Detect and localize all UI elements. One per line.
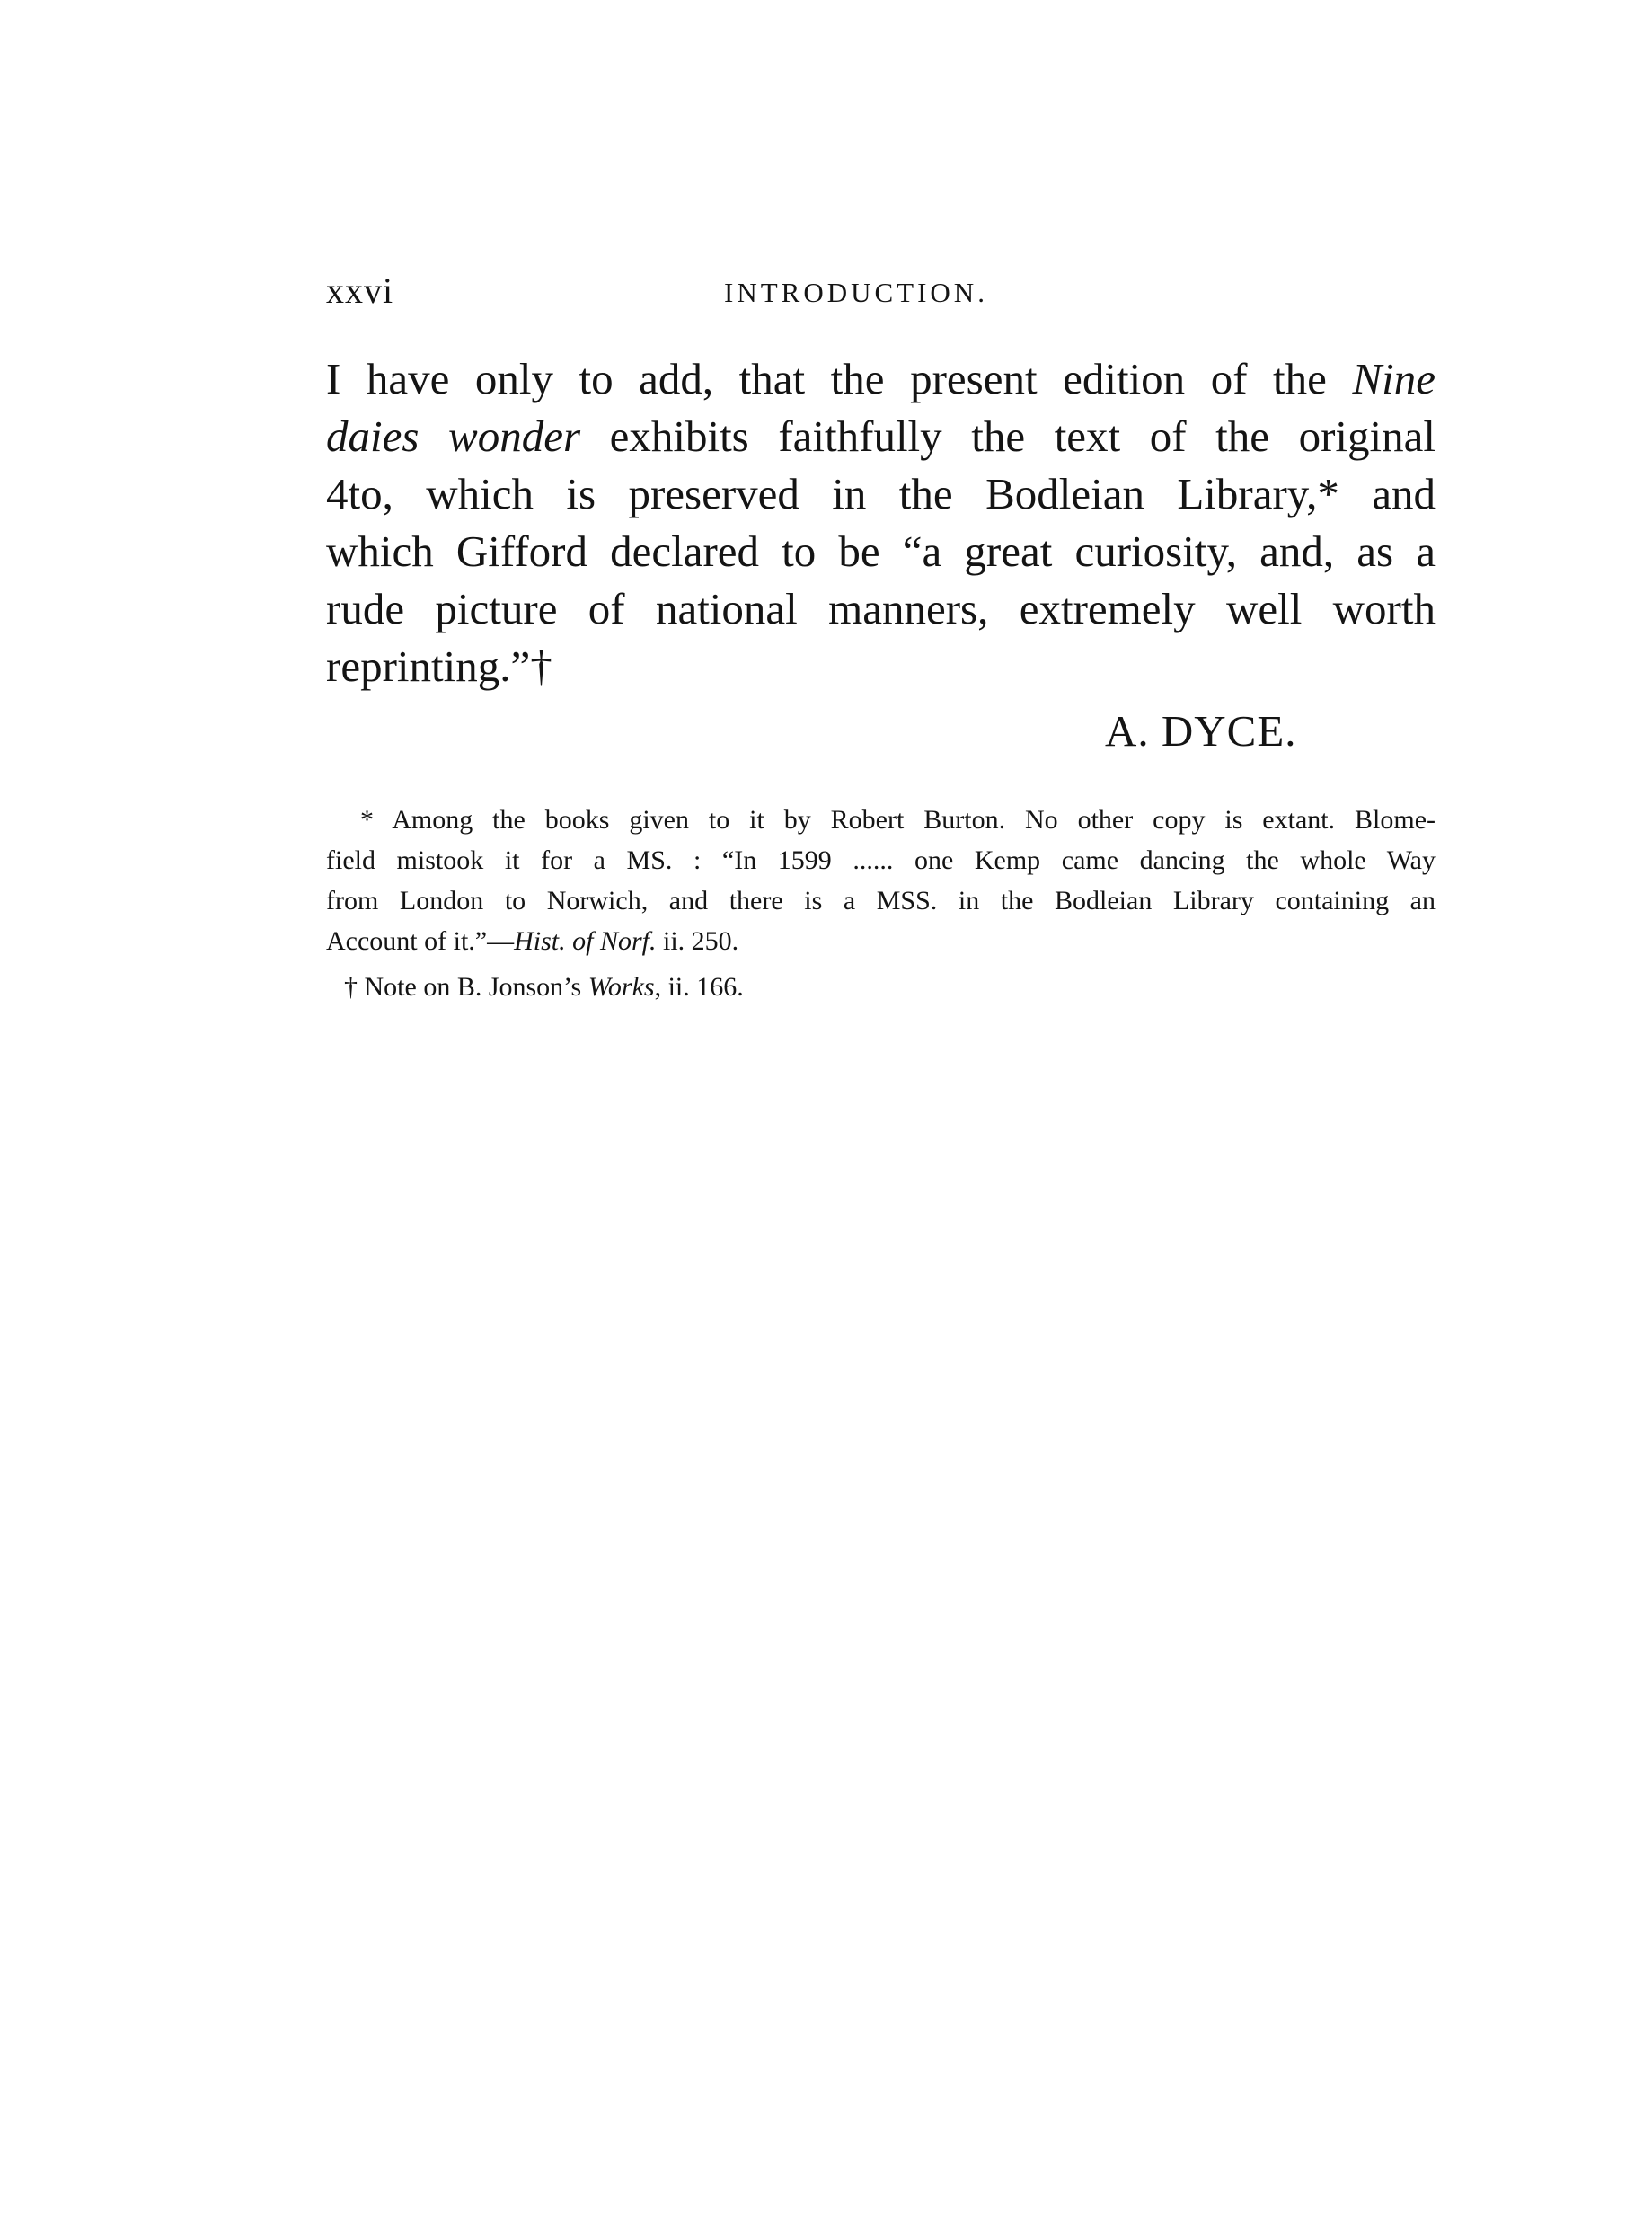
footnote-line: Account of it.”—Hist. of Norf. ii. 250. [326, 926, 739, 956]
text-line: reprinting.”† [326, 641, 552, 691]
footnote-line: from London to Norwich, and there is a MSS. in the Bodleian Library containing an [326, 886, 1436, 915]
signature: A. DYCE. [1105, 706, 1297, 756]
footnotes [326, 800, 1436, 1007]
text-line: daies wonder exhibits faithfully the text of the original [326, 411, 1436, 461]
page-number: xxvi [326, 270, 394, 311]
footnote-dagger: † Note on B. Jonson’s Works, ii. 166. [344, 972, 744, 1002]
footnote-line: field mistook it for a MS. : “In 1599 ...... one Kemp came dancing the whole Way [326, 845, 1436, 875]
text-line: rude picture of national manners, extremely well worth [326, 584, 1436, 633]
text-line: 4to, which is preserved in the Bodleian Library,* and [326, 469, 1436, 518]
running-head: INTRODUCTION. [724, 277, 988, 308]
footnote-line: * Among the books given to it by Robert Burton. No other copy is extant. Blome- [360, 805, 1436, 835]
text-line: which Gifford declared to be “a great curiosity, and, as a [326, 526, 1436, 576]
footnote-asterisk [326, 800, 1436, 961]
main-paragraph [326, 350, 1436, 695]
text-line: I have only to add, that the present edition of the Nine [326, 354, 1436, 403]
